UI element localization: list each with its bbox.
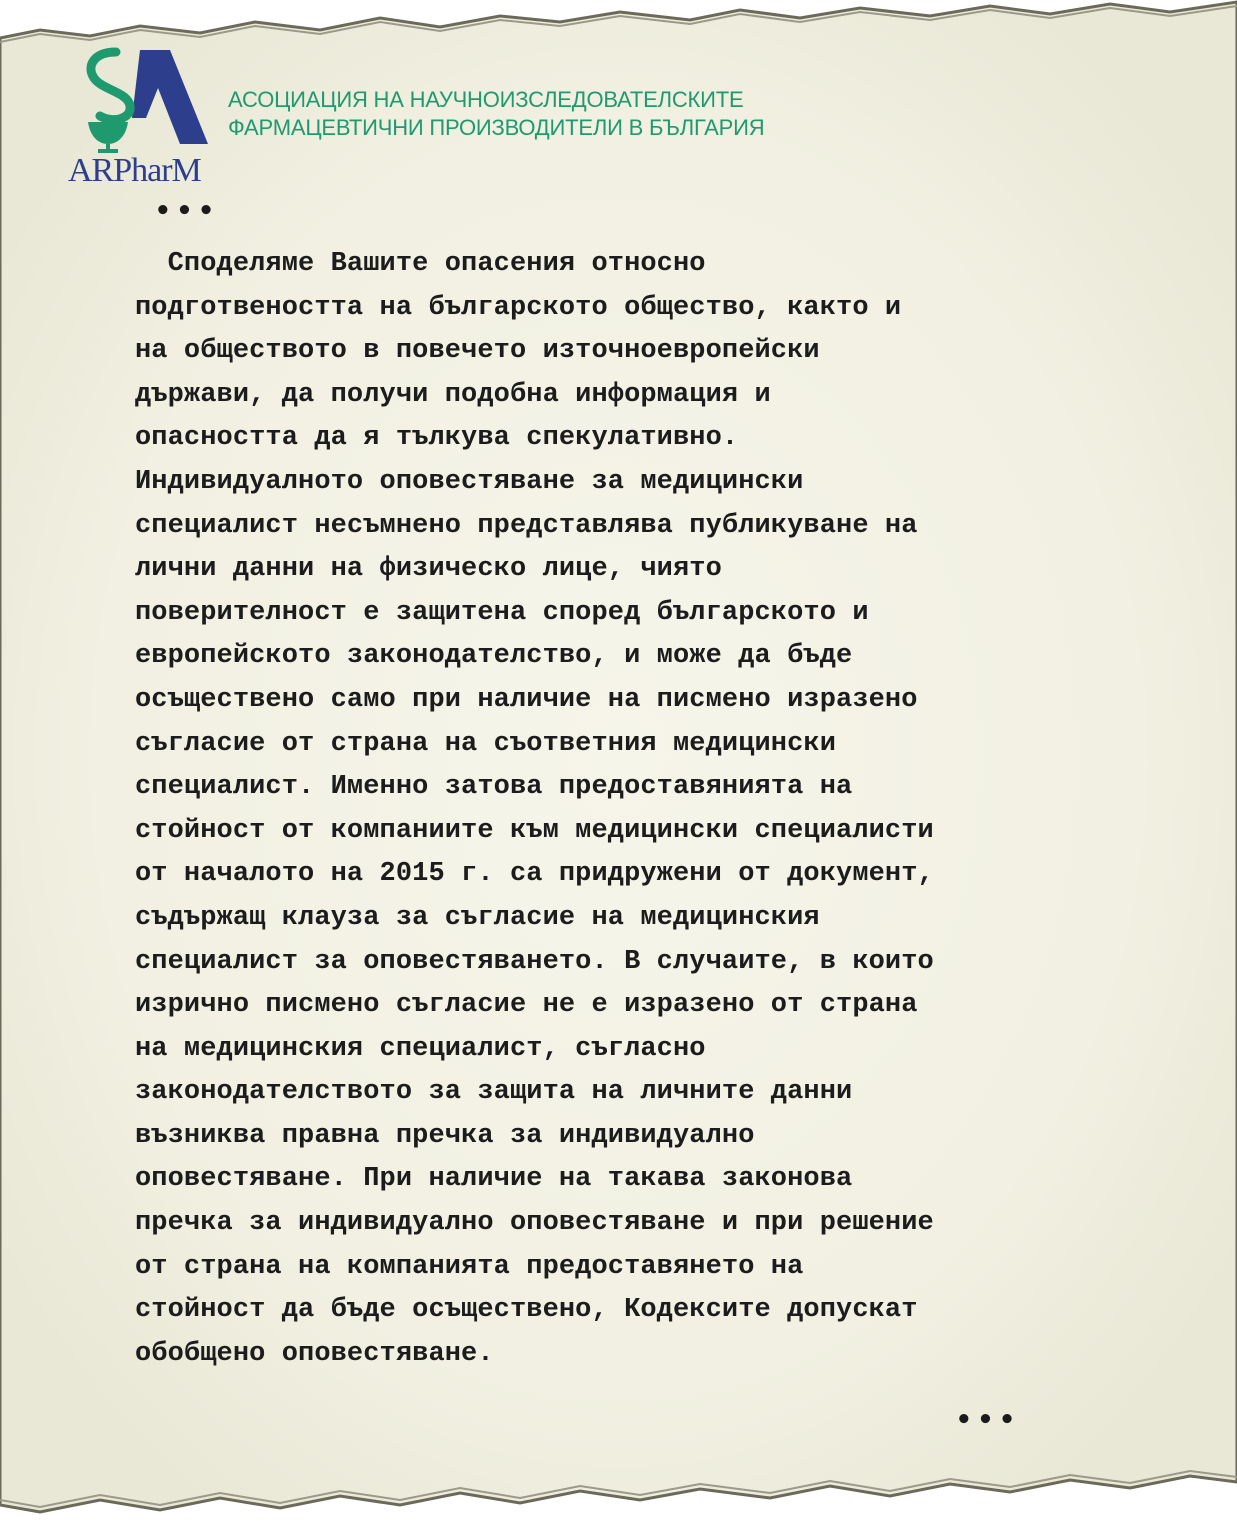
body-line: Споделяме Вашите опасения относно	[135, 249, 706, 279]
body-line: подготвеността на българското общество, както и	[135, 292, 902, 323]
body-line: специалист. Именно затова предоставянията на	[135, 772, 853, 803]
body-line: от страна на компанията предоставянето на	[135, 1251, 804, 1282]
body-line: стойност да бъде осъществено, Кодексите допускат	[135, 1295, 918, 1326]
body-line: пречка за индивидуално оповестяване и при решение	[135, 1208, 934, 1239]
body-line: на медицинския специалист, съгласно	[135, 1033, 706, 1064]
body-line: осъществено само при наличие на писмено изразено	[135, 684, 918, 715]
body-line: поверителност е защитена според българското и	[135, 597, 869, 628]
body-line: оповестяване. При наличие на такава законова	[135, 1164, 853, 1195]
body-line: европейското законодателство, и може да бъде	[135, 641, 853, 672]
body-line: държави, да получи подобна информация и	[135, 379, 771, 410]
body-line: опасността да я тълкува спекулативно.	[135, 423, 739, 454]
body-line: Индивидуалното оповестяване за медицински	[135, 466, 804, 497]
body-line: изрично писмено съгласие не е изразено от страна	[135, 990, 918, 1021]
organization-name	[228, 86, 764, 142]
letter-body	[135, 243, 1135, 1376]
body-line: лични данни на физическо лице, чиято	[135, 554, 722, 585]
organization-name-line: АСОЦИАЦИЯ НА НАУЧНОИЗСЛЕДОВАТЕЛСКИТЕ	[228, 87, 744, 112]
body-line: обобщено оповестяване.	[135, 1338, 494, 1369]
body-line: съдържащ клауза за съгласие на медицинския	[135, 902, 820, 933]
logo-label: ARPharM	[68, 152, 201, 189]
ellipsis-bottom: •••	[956, 1405, 1021, 1435]
body-line: специалист за оповестяването. В случаите, в които	[135, 946, 934, 977]
body-line: от началото на 2015 г. са придружени от документ,	[135, 859, 934, 890]
body-line: законодателството за защита на личните данни	[135, 1077, 853, 1108]
body-line: на обществото в повечето източноевропейски	[135, 336, 820, 367]
body-line: възниква правна пречка за индивидуално	[135, 1120, 755, 1151]
organization-name-line: ФАРМАЦЕВТИЧНИ ПРОИЗВОДИТЕЛИ В БЪЛГАРИЯ	[228, 115, 765, 140]
body-line: специалист несъмнено представлява публикуване на	[135, 510, 918, 541]
ellipsis-top: •••	[155, 196, 220, 226]
body-line: стойност от компаниите към медицински специалисти	[135, 815, 934, 846]
body-line: съгласие от страна на съответния медицински	[135, 728, 837, 759]
logo-mark-icon	[58, 44, 218, 154]
